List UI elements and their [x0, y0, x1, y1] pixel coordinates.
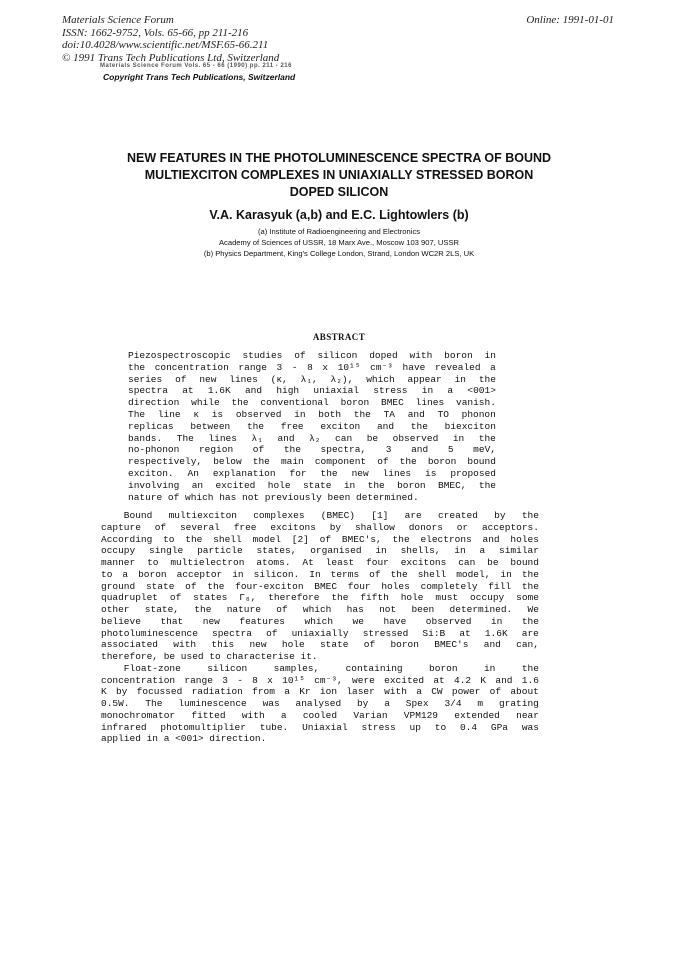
- text-line: other state, the nature of which has not been determined. We: [101, 604, 539, 615]
- text-line: exciton. An explanation for the new lines is proposed: [128, 467, 496, 479]
- text-line: Float-zone silicon samples, containing boron in the: [123, 662, 539, 674]
- text-line: monochromator fitted with a cooled Varian VPM129 extended near: [101, 709, 539, 721]
- body-text: [101, 510, 539, 745]
- text-line: quadruplet of states Γ₈, therefore the fifth hole must occupy some: [101, 592, 539, 604]
- text-line: Piezospectroscopic studies of silicon doped with boron in: [128, 350, 496, 361]
- abstract-heading: ABSTRACT: [312, 332, 366, 342]
- title-line: NEW FEATURES IN THE PHOTOLUMINESCENCE SPECTRA OF BOUND: [126, 151, 552, 165]
- text-line: The line κ is observed in both the TA and TO phonon: [128, 408, 496, 420]
- original-running-header: Materials Science Forum Vols. 65 - 66 (1990) pp. 211 - 216: [100, 63, 292, 69]
- text-line: series of new lines (κ, λ₁, λ₂), which appear in the: [128, 373, 496, 385]
- text-line: 0.5W. The luminescence was analysed by a Spex 3/4 m grating: [101, 698, 539, 709]
- text-line: bands. The lines λ₁ and λ₂ can be observed in the: [128, 432, 496, 444]
- text-line: to a boron acceptor in silicon. In terms of the shell model, in the: [101, 568, 539, 580]
- text-line: involving an excited hole state in the boron BMEC, the: [128, 479, 496, 491]
- text-line: K by focussed radiation from a Kr ion laser with a CW power of about: [101, 686, 539, 698]
- text-line: photoluminescence spectra of uniaxially stressed Si:B at 1.6K are: [101, 627, 539, 639]
- text-line: manner to multielectron atoms. At least four excitons can be bound: [101, 557, 539, 568]
- abstract-text: [128, 350, 496, 503]
- text-line: According to the shell model [2] of BMEC's, the electrons and holes: [101, 533, 539, 545]
- journal-issn: ISSN: 1662-9752, Vols. 65-66, pp 211-216: [62, 26, 249, 39]
- title-line: MULTIEXCITON COMPLEXES IN UNIAXIALLY STRESSED BORON: [144, 168, 534, 182]
- title-line: DOPED SILICON: [289, 185, 389, 199]
- affiliation-line: Academy of Sciences of USSR, 18 Marx Ave., Moscow 103 907, USSR: [218, 238, 459, 247]
- text-line: spectra at 1.6K and high uniaxial stress in a <001>: [128, 385, 496, 397]
- affiliation-line: (a) Institute of Radioengineering and Electronics: [257, 227, 421, 236]
- affiliation-line: (b) Physics Department, King's College London, Strand, London WC2R 2LS, UK: [203, 249, 475, 258]
- journal-citation: [62, 14, 279, 64]
- text-line: Bound multiexciton complexes (BMEC) [1] are created by the: [123, 510, 539, 521]
- paper-title: [80, 150, 598, 201]
- text-line: no-phonon region of the spectra, 3 and 5 meV,: [128, 444, 496, 456]
- text-line: therefore, be used to characterise it.: [101, 651, 318, 662]
- text-line: respectively, below the main component of the boron bound: [128, 456, 496, 468]
- text-line: capture of several free excitons by shallow donors or acceptors.: [101, 521, 539, 533]
- text-line: infrared photomultiplier tube. Uniaxial stress up to 0.4 GPa was: [101, 721, 539, 733]
- text-line: applied in a <001> direction.: [101, 733, 267, 745]
- text-line: replicas between the free exciton and the biexciton: [128, 420, 496, 432]
- journal-name: Materials Science Forum: [62, 14, 174, 26]
- text-line: associated with this new hole state of boron BMEC's and can,: [101, 639, 539, 651]
- text-line: the concentration range 3 - 8 x 10¹⁵ cm⁻³ have revealed a: [128, 361, 496, 373]
- text-line: occupy single particle states, organised in shells, in a similar: [101, 545, 539, 557]
- text-line: nature of which has not previously been determined.: [128, 491, 419, 503]
- text-line: believe that new features which we have observed in the: [101, 615, 539, 627]
- text-line: direction while the conventional boron BMEC lines vanish.: [128, 397, 496, 409]
- text-line: concentration range 3 - 8 x 10¹⁵ cm⁻³, were excited at 4.2 K and 1.6: [101, 674, 539, 686]
- online-date: Online: 1991-01-01: [526, 14, 614, 26]
- journal-publisher: © 1991 Trans Tech Publications Ltd, Switzerland: [62, 51, 280, 64]
- text-line: ground state of the four-exciton BMEC four holes completely fill the: [101, 580, 539, 592]
- author-list: V.A. Karasyuk (a,b) and E.C. Lightowlers (b): [209, 208, 469, 222]
- affiliations: [80, 226, 598, 259]
- copyright-notice: Copyright Trans Tech Publications, Switzerland: [103, 72, 296, 82]
- journal-doi: doi:10.4028/www.scientific.net/MSF.65-66.211: [62, 39, 269, 51]
